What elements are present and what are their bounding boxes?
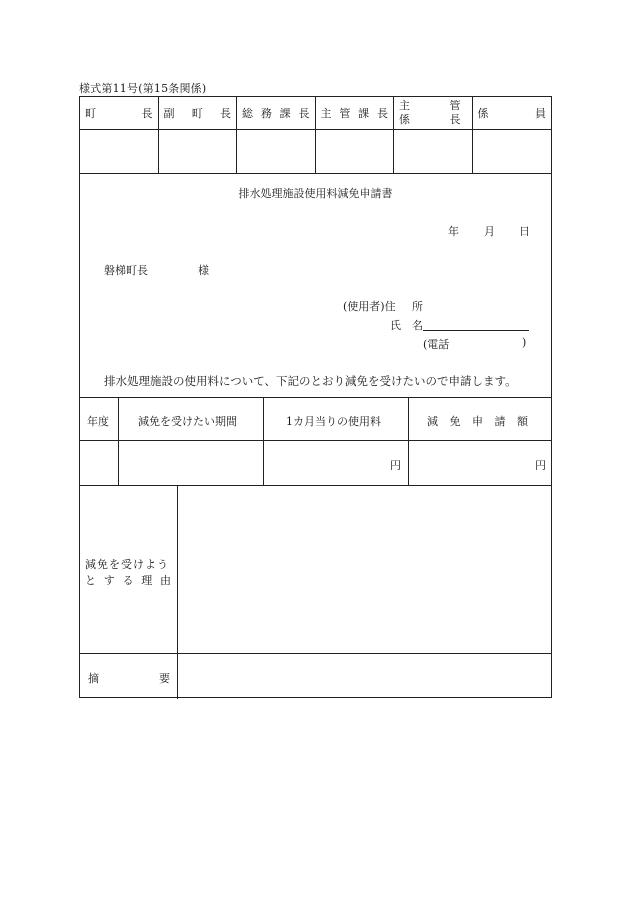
applicant-address-label: (使用者)住 [343, 300, 396, 313]
header-general-affairs-chief: 総 務 課 長 [237, 97, 316, 130]
header-responsible-chief: 主 管 課 長 [316, 97, 395, 130]
stamp-cell-responsible-chief[interactable] [316, 130, 395, 173]
stamp-cell-responsible-subsection-chief[interactable] [394, 130, 473, 173]
date-day-label: 日 [519, 225, 530, 238]
applicant-address-char: 所 [412, 300, 423, 313]
date-year-label: 年 [448, 225, 459, 238]
cell-period[interactable] [119, 441, 263, 484]
form-number-caption: 様式第11号(第15条関係) [79, 82, 207, 95]
approval-stamp-table [79, 96, 552, 174]
reason-input-area[interactable] [178, 486, 551, 652]
header-staff: 係 員 [473, 97, 552, 130]
phone-close-paren: ) [522, 336, 527, 349]
phone-label: (電話 [423, 338, 450, 351]
header-deputy-mayor: 副 町 長 [159, 97, 238, 130]
header-reduction-amount: 減 免 申 請 額 [427, 415, 528, 428]
header-town-mayor: 町 長 [80, 97, 159, 130]
header-responsible-subsection-chief: 主 管 係 長 [394, 97, 473, 130]
remarks-input-area[interactable] [178, 654, 551, 698]
document-title: 排水処理施設使用料減免申請書 [238, 187, 393, 200]
remarks-label: 摘 要 [88, 672, 170, 685]
reason-label-line2: と す る 理 由 [85, 574, 171, 587]
header-period: 減免を受けたい期間 [138, 415, 237, 428]
stamp-cell-town-mayor[interactable] [80, 130, 159, 173]
honorific: 様 [198, 264, 209, 277]
header-monthly-fee: 1カ月当りの使用料 [286, 415, 381, 428]
stamp-cell-staff[interactable] [473, 130, 552, 173]
application-form-body [79, 173, 552, 698]
applicant-name-label-1: 氏 [390, 319, 401, 332]
cell-year[interactable] [80, 441, 118, 484]
date-month-label: 月 [484, 225, 495, 238]
stamp-cell-deputy-mayor[interactable] [159, 130, 238, 173]
addressee: 磐梯町長 [104, 264, 148, 277]
monthly-fee-unit: 円 [390, 459, 401, 472]
reason-label-line1: 減免を受けよう [85, 558, 169, 571]
col-divider-3 [408, 397, 409, 485]
divider-table-top [80, 397, 551, 398]
stamp-cell-general-affairs-chief[interactable] [237, 130, 316, 173]
col-divider-2 [263, 397, 264, 485]
applicant-name-label-2: 名 [412, 319, 423, 332]
application-statement: 排水処理施設の使用料について、下記のとおり減免を受けたいので申請します。 [104, 374, 517, 388]
reduction-amount-unit: 円 [535, 459, 546, 472]
header-year: 年度 [87, 415, 109, 428]
applicant-name-underline[interactable] [423, 330, 529, 331]
